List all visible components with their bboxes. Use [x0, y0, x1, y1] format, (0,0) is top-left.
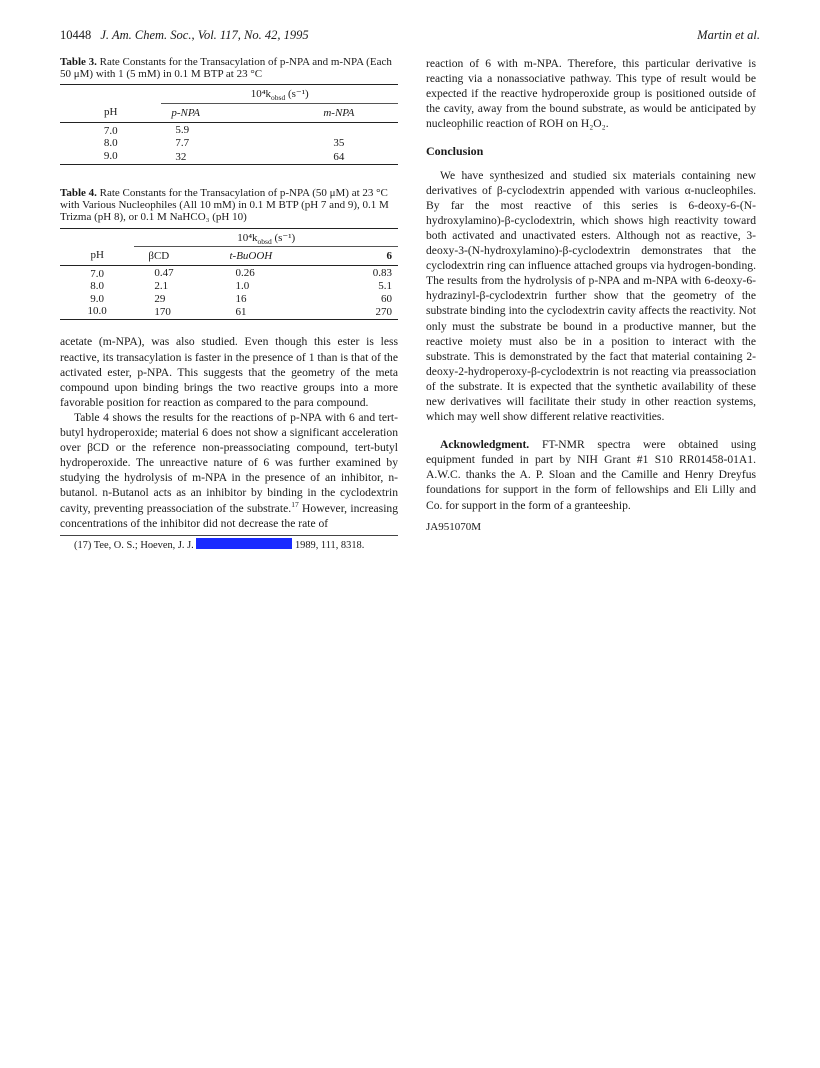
table-row: 8.0 7.7 35	[103, 137, 345, 150]
table3-caption	[60, 56, 398, 80]
table4-col-header: βCD	[148, 249, 170, 262]
table3-caption-text: Rate Constants for the Transacylation of p-NPA and m-NPA (Each 50 μM) with 1 (5 mM) in 0.1 M BTP at 23 °C	[60, 56, 392, 81]
running-header-left	[60, 28, 309, 43]
manuscript-id: JA951070M	[426, 520, 482, 533]
left-column	[60, 56, 398, 552]
journal-citation: J. Am. Chem. Soc., Vol. 117, No. 42, 1995	[100, 28, 309, 42]
table4-col-header: 6	[386, 249, 392, 262]
body-paragraph: acetate (m-NPA), was also studied. Even though this ester is less reactive, its transacylation is faster in the presence of 1 than is that of the activated ester, p-NPA. This suggests that the geometry of the meta compound upon binding brings the two reactive groups into a more favorable position for reaction as compared to the para compound.	[60, 335, 398, 409]
table-row: 9.0 32 64	[60, 150, 398, 165]
table3-header-row	[60, 103, 398, 122]
table4-col-header: t-BuOOH	[229, 249, 273, 262]
table-row: 9.0 29 16 60	[90, 292, 392, 305]
running-header-authors: Martin et al.	[697, 28, 760, 42]
table4-span-header: $10^4k_{obsd}$ (s⁻¹)	[134, 228, 398, 246]
table4	[60, 228, 398, 321]
acknowledgment: Acknowledgment. FT-NMR spectra were obtained using equipment funded in part by NIH Grant #1 S10 RR01458-01A1. A.W.C. thanks the A. P. Sloan and the Camille and Henry Dreyfus foundations for support in the form of fellowships and Eli Lilly and Co. for support in the form of a granteeship.	[426, 438, 756, 512]
reference-marker: 17	[291, 499, 299, 509]
table4-label: Table 4.	[60, 186, 97, 199]
footnote-rule	[60, 535, 398, 536]
table-row: 8.0 2.1 1.0 5.1	[90, 280, 392, 293]
table3-span-header: $10^4k_{obsd}$ (s⁻¹)	[161, 85, 398, 103]
section-heading: Conclusion	[426, 144, 484, 159]
table3-col-header: m-NPA	[323, 106, 355, 119]
body-paragraph: Table 4 shows the results for the reactions of p-NPA with 6 and tert-butyl hydroperoxide; material 6 does not show a significant acceleration over βCD or the reference non-preassociating compound, tert-butyl hydroperoxide. The unreactive nature of 6 was further examined by studying the hydrolysis of m-NPA in the presence of an inhibitor, n-butanol. n-Butanol acts as an inhibitor by binding in the cyclodextrin cavity, preventing preassociation of the substrate.$^{17}$ However, increasing concentrations of the inhibitor did not decrease the rate of	[60, 410, 399, 530]
body-paragraph: reaction of 6 with m-NPA. Therefore, this particular derivative is reacting via a nonassociative pathway. This type of result would be expected if the reactive hydroperoxide group is positioned outside of the cavity, away from the bound substrate, as would be anticipated by nucleophilic reaction of ROH on H₂O₂.	[426, 57, 756, 131]
right-column	[426, 56, 756, 535]
footnote: (17) Tee, O. S.; Hoeven, J. J. 1989, 111, 8318.	[74, 539, 365, 551]
table3	[60, 84, 398, 165]
table4-caption-text: Rate Constants for the Transacylation of p-NPA (50 μM) at 23 °C with Various Nucleophiles (All 10 mM) in 0.1 M BTP (pH 7 and 9), 0.1 M Trizma (pH 8), or 0.1 M NaHCO₃ (pH 10)	[60, 186, 389, 224]
body-paragraph: We have synthesized and studied six materials containing new derivatives of β-cyclodextrin appended with various α-nucleophiles. By far the most reactive of this series is 6-deoxy-6-(N-hydroxylamino)-β-cyclodextrin, which shows high reactivity toward both activated and unactivated esters. Although not as reactive, 3-deoxy-3-(N-hydroxylamino)-β-cyclodextrin demonstrates that the cyclodextrin ring can influence attached groups via hydrogen-bonding. The results from the hydrolysis of p-NPA and m-NPA with 6-deoxy-6-hydrazinyl-β-cyclodextrin further show that the geometry of the substrate binding into the cyclodextrin cavity affects the reactivity. Not only must the substrate be bound in a productive manner, but the reactive moiety must also be in a position to interact with the substrate. This is demonstrated by the fact that material containing 2-deoxy-2-hydroperoxy-β-cyclodextrin is not reacting via preassociation of the substrate. It is expected that the synthetic availability of these new derivatives will facilitate their study in other reaction systems, which may well show different relative reactivities.	[426, 168, 756, 424]
table4-col-header: pH	[90, 249, 104, 262]
table3-col-header: pH	[103, 106, 118, 119]
redaction-box	[196, 538, 292, 549]
table3-col-header: p-NPA	[171, 106, 200, 119]
page-number: 10448	[60, 28, 92, 42]
ack-heading: Acknowledgment.	[440, 438, 530, 452]
table-row: 7.0 5.9	[103, 123, 190, 137]
table4-caption	[60, 187, 398, 224]
table-row: 10.0 170 61 270	[60, 305, 398, 320]
table-row: 7.0 0.47 0.26 0.83	[90, 266, 392, 280]
table4-header-row	[60, 246, 398, 265]
table3-label: Table 3.	[60, 56, 97, 68]
